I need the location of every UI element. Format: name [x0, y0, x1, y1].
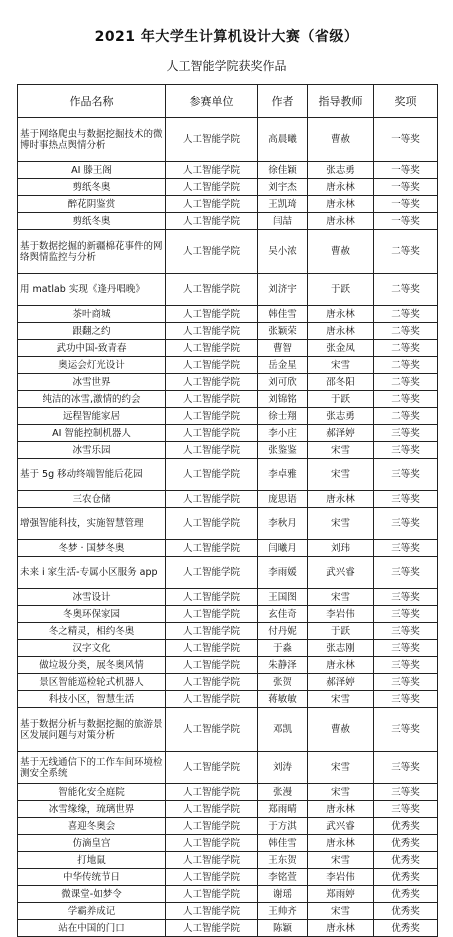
cell-work: 武功中国-致青春	[18, 340, 166, 357]
table-row	[18, 508, 438, 540]
cell-unit: 人工智能学院	[166, 196, 258, 213]
cell-unit: 人工智能学院	[166, 752, 258, 784]
cell-unit: 人工智能学院	[166, 691, 258, 708]
cell-author: 王国图	[258, 589, 308, 606]
table-row	[18, 708, 438, 752]
cell-unit: 人工智能学院	[166, 852, 258, 869]
cell-award: 优秀奖	[374, 886, 438, 903]
cell-author: 付丹妮	[258, 623, 308, 640]
table-row	[18, 179, 438, 196]
cell-author: 曹智	[258, 340, 308, 357]
cell-author: 吴小浓	[258, 230, 308, 274]
cell-author: 王帅齐	[258, 903, 308, 920]
cell-teacher: 宋雪	[308, 357, 374, 374]
cell-award: 二等奖	[374, 408, 438, 425]
cell-author: 王东贺	[258, 852, 308, 869]
cell-unit: 人工智能学院	[166, 213, 258, 230]
cell-unit: 人工智能学院	[166, 274, 258, 306]
cell-unit: 人工智能学院	[166, 230, 258, 274]
table-row	[18, 903, 438, 920]
cell-author: 李秋月	[258, 508, 308, 540]
cell-unit: 人工智能学院	[166, 869, 258, 886]
table-row	[18, 196, 438, 213]
cell-teacher: 唐永林	[308, 323, 374, 340]
cell-author: 邓凯	[258, 708, 308, 752]
cell-author: 岳金星	[258, 357, 308, 374]
table-row	[18, 459, 438, 491]
cell-work: 远程智能家居	[18, 408, 166, 425]
table-row	[18, 784, 438, 801]
cell-award: 一等奖	[374, 213, 438, 230]
cell-unit: 人工智能学院	[166, 818, 258, 835]
cell-author: 李小庄	[258, 425, 308, 442]
cell-author: 朱静泽	[258, 657, 308, 674]
table-row	[18, 274, 438, 306]
cell-teacher: 唐永林	[308, 835, 374, 852]
cell-author: 刘锦铭	[258, 391, 308, 408]
cell-award: 三等奖	[374, 442, 438, 459]
cell-award: 二等奖	[374, 230, 438, 274]
cell-work: 中华传统节日	[18, 869, 166, 886]
cell-teacher: 唐永林	[308, 920, 374, 937]
cell-award: 一等奖	[374, 118, 438, 162]
cell-work: 站在中国的门口	[18, 920, 166, 937]
cell-work: 跟翻之约	[18, 323, 166, 340]
column-header-award: 奖项	[374, 85, 438, 118]
cell-award: 二等奖	[374, 357, 438, 374]
cell-unit: 人工智能学院	[166, 179, 258, 196]
cell-teacher: 唐永林	[308, 196, 374, 213]
cell-unit: 人工智能学院	[166, 640, 258, 657]
table-row	[18, 606, 438, 623]
cell-award: 优秀奖	[374, 835, 438, 852]
cell-author: 闫曦月	[258, 540, 308, 557]
table-row	[18, 752, 438, 784]
table-row	[18, 657, 438, 674]
cell-unit: 人工智能学院	[166, 118, 258, 162]
cell-unit: 人工智能学院	[166, 623, 258, 640]
cell-unit: 人工智能学院	[166, 801, 258, 818]
cell-award: 三等奖	[374, 801, 438, 818]
cell-unit: 人工智能学院	[166, 708, 258, 752]
cell-work: 基于数据分析与数据挖掘的旅游景区发展问题与对策分析	[18, 708, 166, 752]
cell-unit: 人工智能学院	[166, 491, 258, 508]
cell-teacher: 于跃	[308, 274, 374, 306]
cell-teacher: 宋雪	[308, 903, 374, 920]
cell-unit: 人工智能学院	[166, 508, 258, 540]
table-row	[18, 623, 438, 640]
cell-unit: 人工智能学院	[166, 886, 258, 903]
cell-unit: 人工智能学院	[166, 835, 258, 852]
cell-author: 蒋敏敏	[258, 691, 308, 708]
cell-unit: 人工智能学院	[166, 442, 258, 459]
table-row	[18, 818, 438, 835]
cell-author: 庞思语	[258, 491, 308, 508]
cell-teacher: 刘玮	[308, 540, 374, 557]
cell-author: 于方淇	[258, 818, 308, 835]
column-header-author: 作者	[258, 85, 308, 118]
cell-work: 智能化安全庭院	[18, 784, 166, 801]
cell-work: 学霸养成记	[18, 903, 166, 920]
cell-work: 冰雪世界	[18, 374, 166, 391]
table-row	[18, 408, 438, 425]
cell-work: 奥运会灯光设计	[18, 357, 166, 374]
cell-award: 三等奖	[374, 708, 438, 752]
cell-teacher: 李岩伟	[308, 606, 374, 623]
cell-author: 张鉴鉴	[258, 442, 308, 459]
cell-work: 冬之精灵，相约冬奥	[18, 623, 166, 640]
cell-work: 景区智能巡检轮式机器人	[18, 674, 166, 691]
cell-work: 剪纸冬奥	[18, 179, 166, 196]
column-header-work: 作品名称	[18, 85, 166, 118]
cell-author: 谢瑶	[258, 886, 308, 903]
cell-work: 喜迎冬奥会	[18, 818, 166, 835]
cell-work: 冬奥环保家园	[18, 606, 166, 623]
cell-award: 二等奖	[374, 323, 438, 340]
table-row	[18, 357, 438, 374]
cell-unit: 人工智能学院	[166, 674, 258, 691]
table-row	[18, 425, 438, 442]
cell-unit: 人工智能学院	[166, 408, 258, 425]
cell-unit: 人工智能学院	[166, 357, 258, 374]
table-row	[18, 801, 438, 818]
table-row	[18, 886, 438, 903]
cell-work: 科技小区，智慧生活	[18, 691, 166, 708]
cell-author: 张颖荣	[258, 323, 308, 340]
cell-award: 三等奖	[374, 640, 438, 657]
cell-award: 优秀奖	[374, 903, 438, 920]
cell-unit: 人工智能学院	[166, 425, 258, 442]
table-row	[18, 691, 438, 708]
cell-teacher: 宋雪	[308, 508, 374, 540]
cell-work: 仿滴皇宫	[18, 835, 166, 852]
cell-teacher: 邵冬阳	[308, 374, 374, 391]
table-row	[18, 323, 438, 340]
cell-unit: 人工智能学院	[166, 657, 258, 674]
cell-teacher: 唐永林	[308, 801, 374, 818]
cell-teacher: 郝泽婷	[308, 674, 374, 691]
cell-unit: 人工智能学院	[166, 340, 258, 357]
cell-work: 醉花阴鉴赏	[18, 196, 166, 213]
cell-teacher: 张志勇	[308, 408, 374, 425]
cell-author: 张漫	[258, 784, 308, 801]
cell-author: 高晨曦	[258, 118, 308, 162]
column-header-teacher: 指导教师	[308, 85, 374, 118]
cell-award: 三等奖	[374, 752, 438, 784]
cell-award: 优秀奖	[374, 852, 438, 869]
cell-teacher: 张金凤	[308, 340, 374, 357]
cell-work: 未来 i 家生活-专属小区服务 app	[18, 557, 166, 589]
cell-work: 纯洁的冰雪,激情的约会	[18, 391, 166, 408]
cell-teacher: 宋雪	[308, 589, 374, 606]
cell-teacher: 宋雪	[308, 691, 374, 708]
table-row	[18, 835, 438, 852]
cell-author: 徐佳颖	[258, 162, 308, 179]
table-header-row	[18, 85, 438, 118]
table-row	[18, 442, 438, 459]
cell-teacher: 宋雪	[308, 784, 374, 801]
table-row	[18, 589, 438, 606]
cell-author: 张贺	[258, 674, 308, 691]
cell-teacher: 唐永林	[308, 306, 374, 323]
cell-work: 冰雪乐园	[18, 442, 166, 459]
cell-work: 基于数据挖掘的新疆棉花事件的网络舆情监控与分析	[18, 230, 166, 274]
cell-author: 郑雨晴	[258, 801, 308, 818]
cell-award: 三等奖	[374, 691, 438, 708]
cell-work: AI 滕王阁	[18, 162, 166, 179]
cell-author: 韩佳雪	[258, 835, 308, 852]
cell-teacher: 唐永林	[308, 491, 374, 508]
cell-award: 三等奖	[374, 589, 438, 606]
table-row	[18, 920, 438, 937]
table-row	[18, 491, 438, 508]
cell-author: 李卓雅	[258, 459, 308, 491]
table-row	[18, 118, 438, 162]
cell-author: 王凯琦	[258, 196, 308, 213]
cell-work: 基于无线通信下的工作车间环境检测安全系统	[18, 752, 166, 784]
cell-work: 用 matlab 实现《逢丹唱晚》	[18, 274, 166, 306]
cell-teacher: 李岩伟	[308, 869, 374, 886]
cell-teacher: 张志勇	[308, 162, 374, 179]
cell-award: 二等奖	[374, 391, 438, 408]
cell-award: 三等奖	[374, 540, 438, 557]
cell-author: 于淼	[258, 640, 308, 657]
cell-author: 闫喆	[258, 213, 308, 230]
cell-teacher: 宋雪	[308, 852, 374, 869]
cell-award: 一等奖	[374, 162, 438, 179]
cell-award: 三等奖	[374, 606, 438, 623]
cell-unit: 人工智能学院	[166, 784, 258, 801]
cell-award: 三等奖	[374, 674, 438, 691]
cell-teacher: 郑雨婷	[308, 886, 374, 903]
cell-author: 徐士翔	[258, 408, 308, 425]
table-row	[18, 306, 438, 323]
cell-teacher: 郝泽婷	[308, 425, 374, 442]
cell-teacher: 唐永林	[308, 179, 374, 196]
cell-teacher: 武兴睿	[308, 818, 374, 835]
cell-unit: 人工智能学院	[166, 374, 258, 391]
table-row	[18, 852, 438, 869]
document-subtitle: 人工智能学院获奖作品	[166, 59, 287, 73]
cell-award: 二等奖	[374, 374, 438, 391]
cell-teacher: 于跃	[308, 623, 374, 640]
cell-work: AI 智能控制机器人	[18, 425, 166, 442]
table-row	[18, 869, 438, 886]
awards-table-body	[18, 118, 438, 937]
table-row	[18, 340, 438, 357]
cell-award: 优秀奖	[374, 920, 438, 937]
cell-work: 做垃圾分类，展冬奥风情	[18, 657, 166, 674]
cell-unit: 人工智能学院	[166, 606, 258, 623]
cell-unit: 人工智能学院	[166, 162, 258, 179]
table-row	[18, 557, 438, 589]
cell-unit: 人工智能学院	[166, 903, 258, 920]
cell-teacher: 宋雪	[308, 442, 374, 459]
cell-unit: 人工智能学院	[166, 459, 258, 491]
cell-work: 冬梦 · 国梦冬奥	[18, 540, 166, 557]
cell-award: 二等奖	[374, 340, 438, 357]
cell-award: 三等奖	[374, 557, 438, 589]
cell-award: 一等奖	[374, 179, 438, 196]
cell-unit: 人工智能学院	[166, 323, 258, 340]
cell-teacher: 曹赦	[308, 118, 374, 162]
cell-author: 刘可欣	[258, 374, 308, 391]
column-header-unit: 参赛单位	[166, 85, 258, 118]
cell-unit: 人工智能学院	[166, 920, 258, 937]
cell-work: 基于网络爬虫与数据挖掘技术的微博时事热点舆情分析	[18, 118, 166, 162]
cell-unit: 人工智能学院	[166, 589, 258, 606]
table-row	[18, 391, 438, 408]
cell-work: 茶叶商城	[18, 306, 166, 323]
cell-teacher: 武兴睿	[308, 557, 374, 589]
cell-award: 三等奖	[374, 425, 438, 442]
cell-award: 三等奖	[374, 657, 438, 674]
cell-award: 优秀奖	[374, 869, 438, 886]
cell-work: 三农仓储	[18, 491, 166, 508]
table-row	[18, 540, 438, 557]
cell-award: 三等奖	[374, 623, 438, 640]
cell-award: 三等奖	[374, 508, 438, 540]
table-row	[18, 213, 438, 230]
cell-work: 冰雪缘缘，琉璃世界	[18, 801, 166, 818]
cell-work: 微课堂-如梦令	[18, 886, 166, 903]
cell-teacher: 曹赦	[308, 230, 374, 274]
cell-author: 韩佳雪	[258, 306, 308, 323]
cell-award: 二等奖	[374, 306, 438, 323]
cell-award: 三等奖	[374, 491, 438, 508]
cell-teacher: 宋雪	[308, 459, 374, 491]
cell-work: 冰雪设计	[18, 589, 166, 606]
cell-teacher: 曹赦	[308, 708, 374, 752]
cell-work: 打地鼠	[18, 852, 166, 869]
cell-work: 增强智能科技，实施智慧管理	[18, 508, 166, 540]
awards-table	[17, 84, 438, 937]
cell-teacher: 于跃	[308, 391, 374, 408]
table-row	[18, 640, 438, 657]
cell-author: 刘宇杰	[258, 179, 308, 196]
cell-award: 二等奖	[374, 274, 438, 306]
cell-work: 汉字文化	[18, 640, 166, 657]
cell-teacher: 张志刚	[308, 640, 374, 657]
cell-award: 三等奖	[374, 459, 438, 491]
cell-author: 李雨媛	[258, 557, 308, 589]
cell-author: 刘涛	[258, 752, 308, 784]
document-title: 2021 年大学生计算机设计大赛（省级）	[94, 29, 359, 45]
cell-award: 一等奖	[374, 196, 438, 213]
cell-unit: 人工智能学院	[166, 557, 258, 589]
cell-award: 三等奖	[374, 784, 438, 801]
cell-unit: 人工智能学院	[166, 391, 258, 408]
table-row	[18, 374, 438, 391]
cell-teacher: 唐永林	[308, 213, 374, 230]
cell-teacher: 宋雪	[308, 752, 374, 784]
cell-unit: 人工智能学院	[166, 540, 258, 557]
cell-work: 基于 5g 移动终端智能后花园	[18, 459, 166, 491]
cell-unit: 人工智能学院	[166, 306, 258, 323]
table-row	[18, 162, 438, 179]
cell-author: 李铭萱	[258, 869, 308, 886]
table-row	[18, 674, 438, 691]
table-row	[18, 230, 438, 274]
cell-work: 剪纸冬奥	[18, 213, 166, 230]
cell-award: 优秀奖	[374, 818, 438, 835]
cell-author: 陈颖	[258, 920, 308, 937]
cell-teacher: 唐永林	[308, 657, 374, 674]
cell-author: 刘济宇	[258, 274, 308, 306]
cell-author: 玄佳奇	[258, 606, 308, 623]
